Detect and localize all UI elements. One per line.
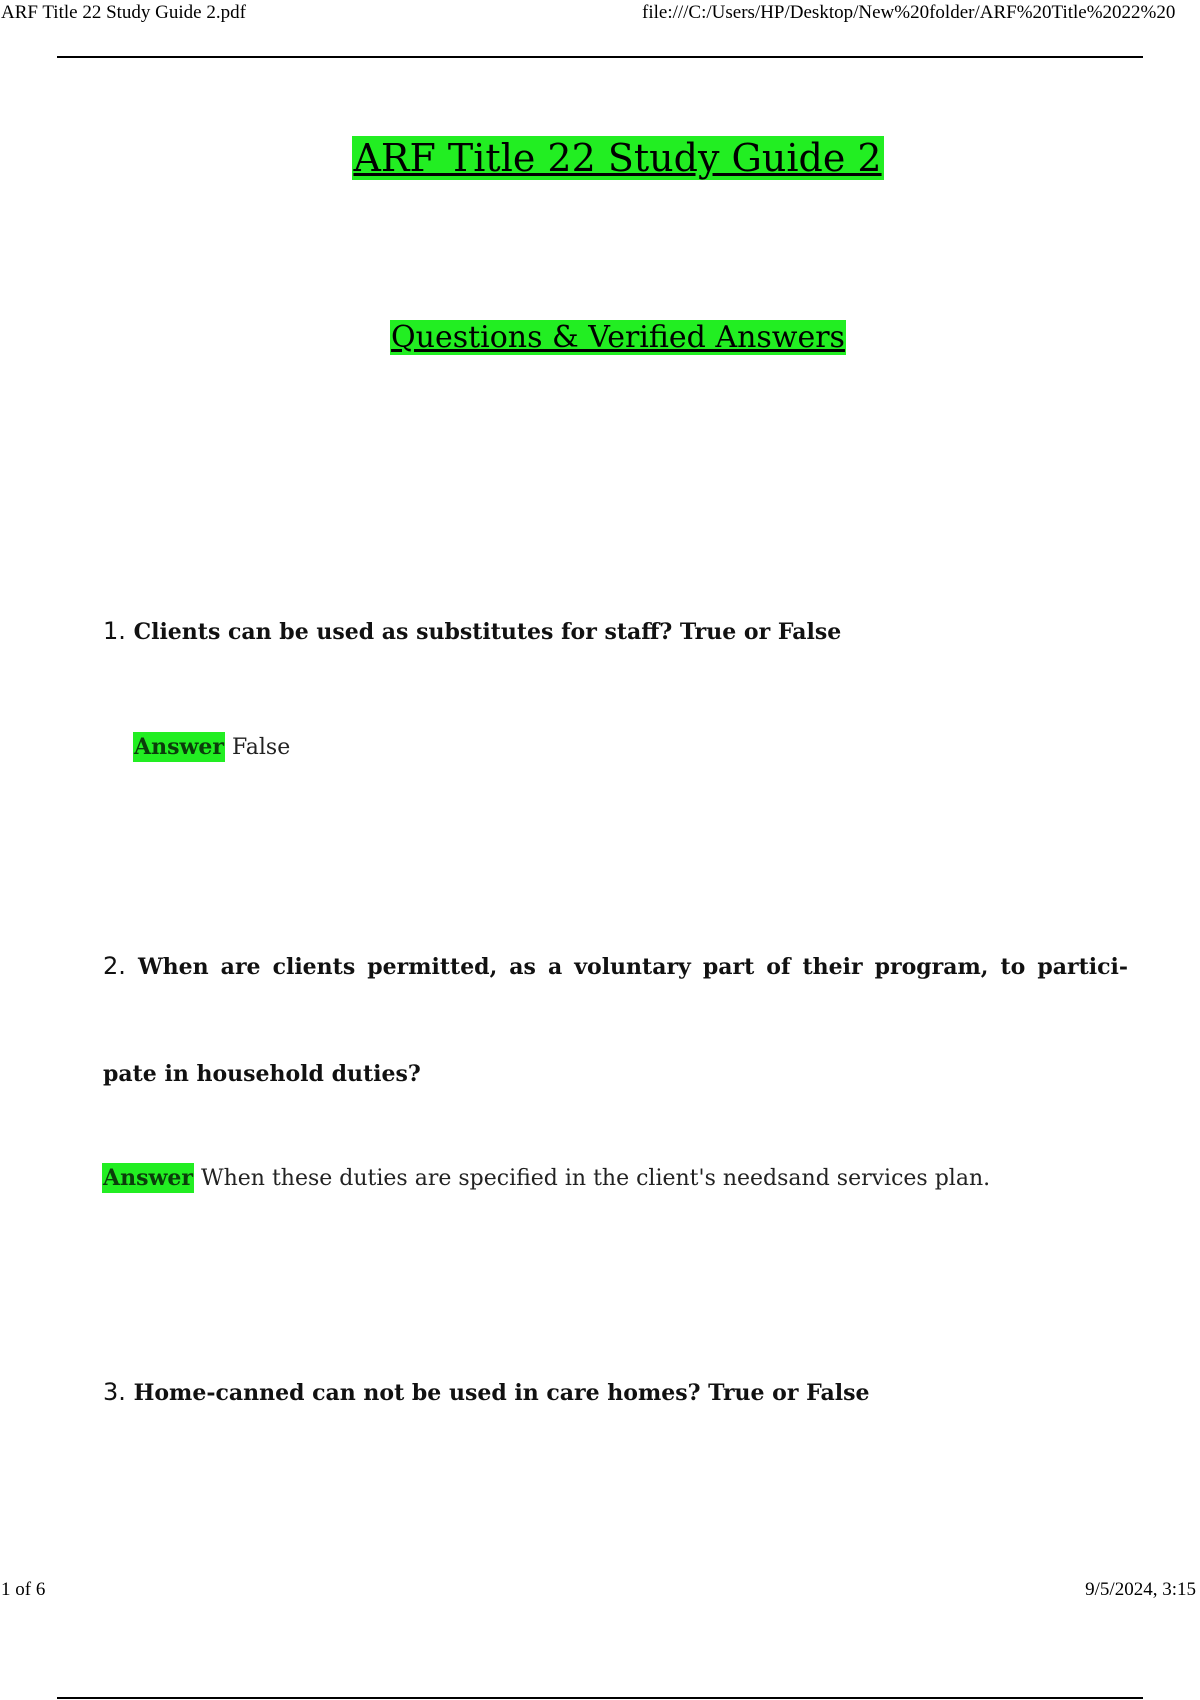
print-header-url: file:///C:/Users/HP/Desktop/New%20folder/ARF%20Title%2022%20: [642, 2, 1176, 23]
answer-1: [133, 729, 290, 766]
answer-text: False: [231, 735, 291, 760]
document-subtitle: [0, 313, 1200, 363]
document-subtitle-text: Questions & Verified Answers: [391, 320, 845, 355]
question-number: 3.: [103, 1378, 126, 1406]
answer-label: Answer: [134, 734, 224, 760]
question-text: Clients can be used as substitutes for staff? True or False: [133, 619, 842, 645]
answer-label: Answer: [103, 1165, 193, 1191]
bottom-divider: [57, 1697, 1143, 1699]
question-number: 2.: [103, 952, 126, 980]
question-number: 1.: [103, 617, 126, 645]
document-title: [0, 127, 1200, 189]
answer-text: When these duties are specified in the client's needsand services plan.: [200, 1166, 991, 1191]
question-1: [103, 616, 841, 647]
print-header: [0, 0, 1200, 28]
document-title-text: ARF Title 22 Study Guide 2: [353, 136, 882, 180]
question-2: [103, 913, 1128, 1128]
print-datetime: 9/5/2024, 3:15: [1085, 1579, 1196, 1600]
page-indicator: 1 of 6: [1, 1579, 46, 1600]
question-text: When are clients permitted, as a voluntary part of their program, to partici- pate in household duties?: [103, 954, 1128, 1087]
question-text: Home-canned can not be used in care homes? True or False: [133, 1380, 870, 1406]
top-divider: [57, 56, 1143, 58]
question-3: [103, 1377, 870, 1408]
print-header-filename: ARF Title 22 Study Guide 2.pdf: [1, 2, 246, 23]
answer-2: [102, 1160, 990, 1197]
